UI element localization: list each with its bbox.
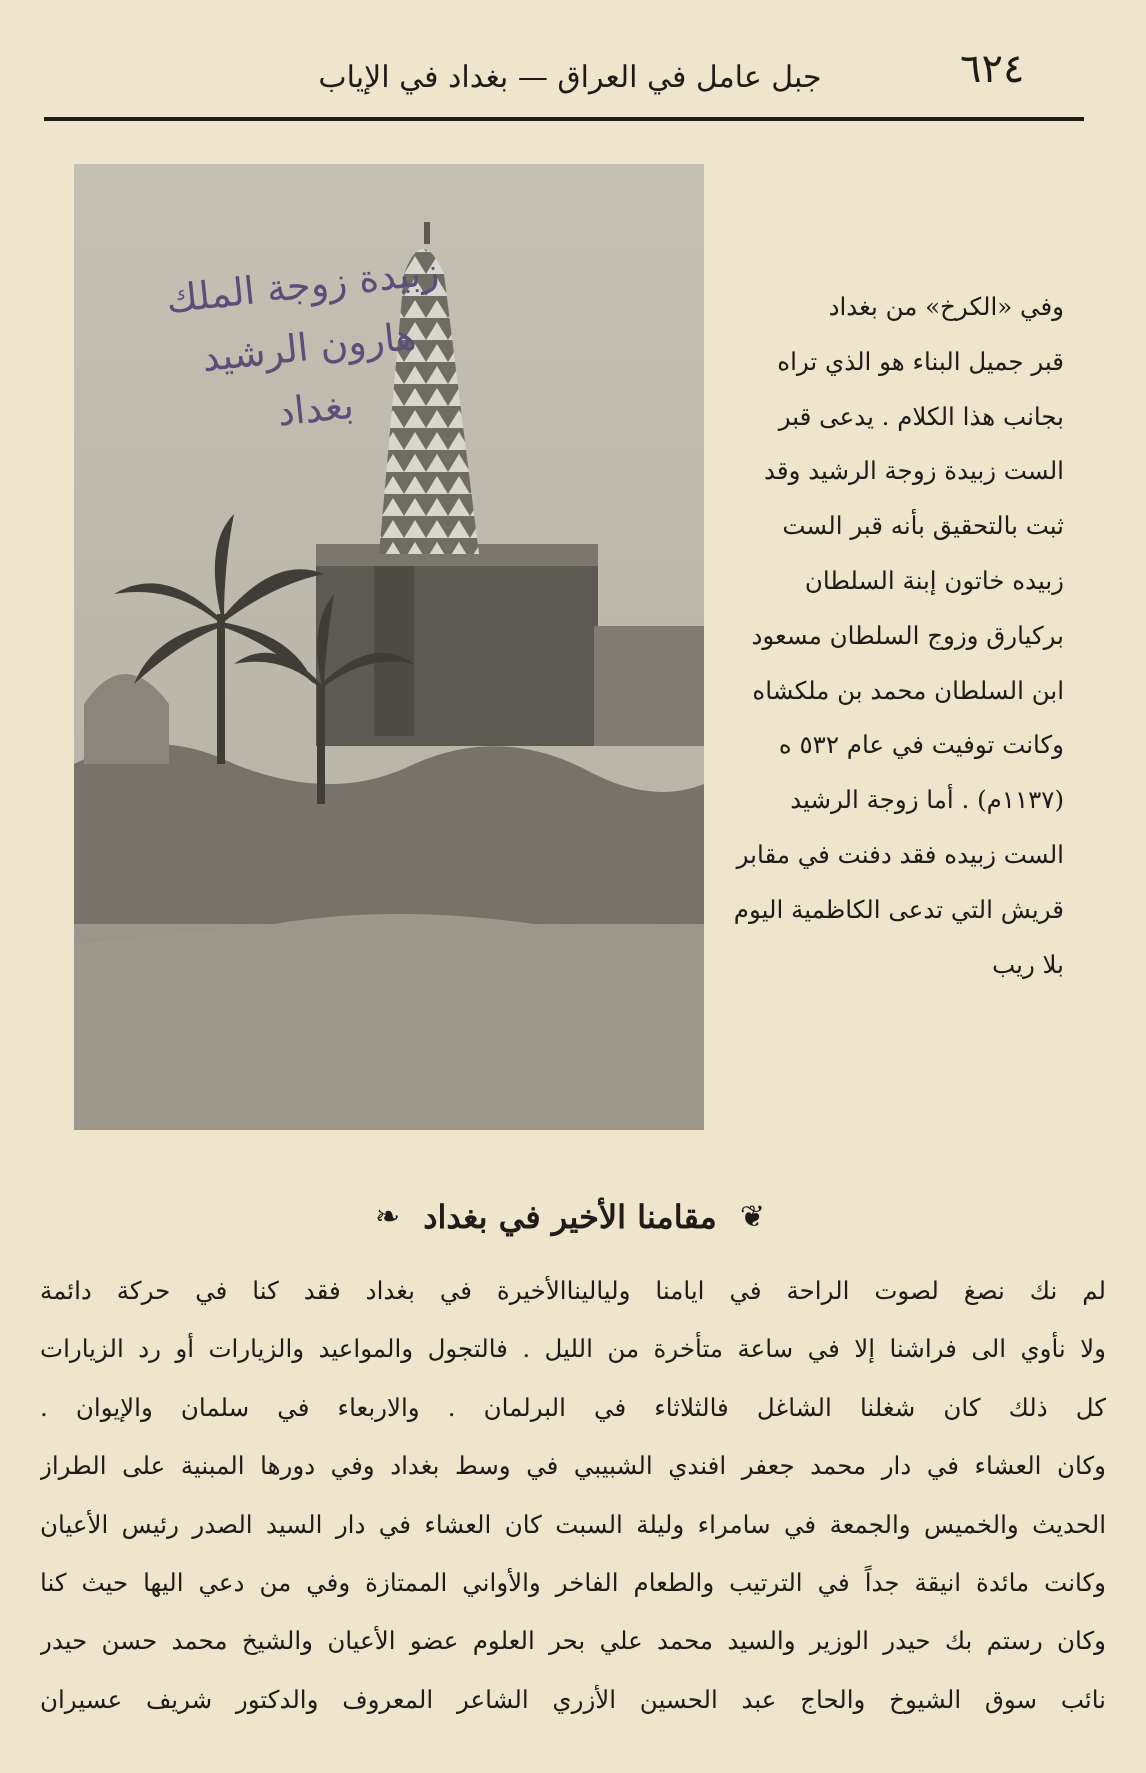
text-line: وكانت توفيت في عام ٥٣٢ ه bbox=[778, 730, 1064, 760]
text-line: لم نك نصغ لصوت الراحة في ايامنا ولياليناالأخيرة في بغداد فقد كنا في حركة دائمة bbox=[40, 1276, 1106, 1305]
text-line: وفي «الكرخ» من بغداد bbox=[828, 292, 1064, 321]
tomb-photograph bbox=[74, 164, 704, 1130]
text-line: وكانت مائدة انيقة جداً في الترتيب والطعام الفاخر والأواني الممتازة وفي من دعي اليها حيث كنا bbox=[40, 1568, 1106, 1598]
caption-line: بغداد bbox=[275, 382, 356, 435]
side-column-text bbox=[734, 280, 1064, 992]
text-line: قريش التي تدعى الكاظمية اليوم bbox=[733, 894, 1064, 924]
handwritten-caption bbox=[135, 237, 483, 456]
caption-line: هارون الرشيد bbox=[199, 313, 419, 381]
text-line: (١١٣٧م) . أما زوجة الرشيد bbox=[790, 785, 1064, 815]
text-line: زبيده خاتون إبنة السلطان bbox=[804, 565, 1064, 595]
header-rule bbox=[44, 117, 1084, 121]
text-line: بلا ريب bbox=[992, 949, 1064, 979]
text-line: ثبت بالتحقيق بأنه قبر الست bbox=[782, 511, 1064, 541]
text-line: قبر جميل البناء هو الذي تراه bbox=[777, 346, 1064, 376]
text-line: ابن السلطان محمد بن ملكشاه bbox=[752, 675, 1064, 705]
ornament-right-icon: ❦ bbox=[739, 1199, 765, 1235]
page-number: ٦٢٤ bbox=[960, 46, 1025, 92]
text-line: كل ذلك كان شغلنا الشاغل فالثلاثاء في البرلمان . والاربعاء في سلمان والإيوان . bbox=[40, 1392, 1106, 1422]
text-line: ولا نأوي الى فراشنا إلا في ساعة متأخرة من الليل . فالتجول والمواعيد والزيارات أو رد الزيارات bbox=[40, 1334, 1106, 1364]
text-line: وكان العشاء في دار محمد جعفر افندي الشبيبي في وسط بغداد وفي دورها المبنية على الطراز bbox=[40, 1451, 1106, 1481]
ornament-left-icon: ❧ bbox=[375, 1199, 401, 1235]
text-line: بجانب هذا الكلام . يدعى قبر bbox=[778, 401, 1064, 431]
text-line: بركيارق وزوج السلطان مسعود bbox=[751, 620, 1064, 650]
running-title: جبل عامل في العراق — بغداد في الإياب bbox=[318, 60, 822, 95]
text-line: الست زبيدة زوجة الرشيد وقد bbox=[764, 456, 1064, 486]
section-heading bbox=[290, 1198, 850, 1248]
body-text bbox=[40, 1262, 1106, 1729]
text-line: وكان رستم بك حيدر الوزير والسيد محمد علي بحر العلوم عضو الأعيان والشيخ محمد حسن حيدر bbox=[40, 1626, 1106, 1656]
caption-line: زبيدة زوجة الملك bbox=[164, 249, 441, 322]
text-line: نائب سوق الشيوخ والحاج عبد الحسين الأزري الشاعر المعروف والدكتور شريف عسيران bbox=[40, 1684, 1106, 1714]
text-line: الست زبيده فقد دفنت في مقابر bbox=[736, 839, 1064, 869]
section-title: مقامنا الأخير في بغداد bbox=[423, 1198, 717, 1236]
text-line: الحديث والخميس والجمعة في سامراء وليلة السبت كان العشاء في دار السيد الصدر رئيس الأعيان bbox=[40, 1509, 1106, 1539]
